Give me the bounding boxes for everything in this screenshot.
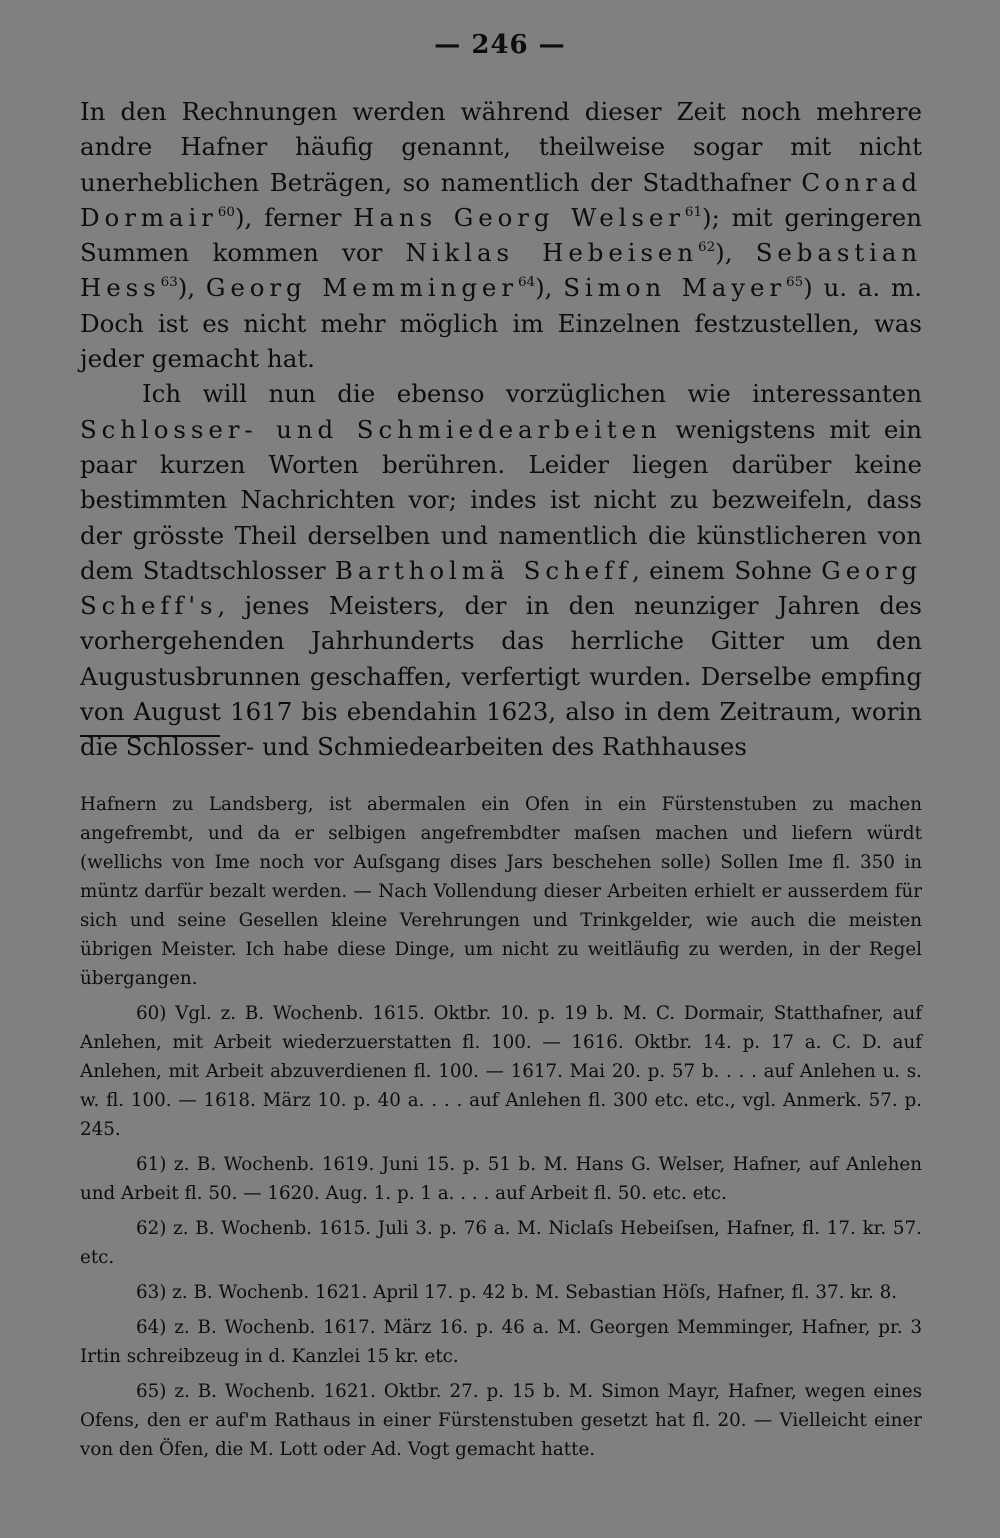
footnote-ref-61: 61 [684,203,703,220]
footnote-continued: Hafnern zu Landsberg, ist abermalen ein Ofen in ein Fürstenstuben zu machen angefrembt, und da er selbigen angefrembdter maſsen machen und liefern würdt (wellichs von Ime noch vor Auſsgang dises Jars beschehen solle) Sollen Ime fl. 350 in müntz darfür bezalt werden. — Nach Vollendung dieser Arbeiten erhielt er ausserdem für sich und seine Gesellen kleine Verehrungen und Trinkgelder, wie auch die meisten übrigen Meister. Ich habe diese Dinge, um nicht zu weitläufig zu werden, in der Regel übergangen. [80,794,922,989]
paragraph-1: In den Rechnungen werden während dieser Zeit noch mehrere andre Hafner häufig genannt, theilweise sogar mit nicht unerheblichen Beträgen, so namentlich der Stadthafner Conrad Dormair$^{60}$), ferner Hans Georg Welser$^{61}$); mit geringeren Summen kommen vor Niklas Hebeisen$^{62}$), Sebastian Hess$^{63}$), Georg Memminger$^{64}$), Simon Mayer$^{65}$) u. a. m. Doch ist es nicht mehr möglich im Einzelnen festzustellen, was jeder gemacht hat. [80,97,923,374]
footnote-ref-60: 60 [217,203,235,220]
name-dormair: Conrad Dormair [80,167,922,232]
name-mayer: Simon Mayer [563,273,786,303]
name-georg-scheff: Georg Scheff's [80,555,923,621]
footnote-60: 60) Vgl. z. B. Wochenb. 1615. Oktbr. 10. p. 19 b. M. C. Dormair, Statthafner, auf Anlehen, mit Arbeit wiederzuerstatten fl. 100. — 1616. Oktbr. 14. p. 17 a. C. D. auf Anlehen, mit Arbeit abzuverdienen fl. 100. — 1617. Mai 20. p. 57 b. . . . auf Anlehen u. s. w. fl. 100. — 1618. März 10. p. 40 a. . . . auf Anlehen fl. 300 etc. etc., vgl. Anmerk. 57. p. 245. [80,1003,922,1140]
name-memminger: Georg Memminger [205,273,518,303]
paragraph-2: Ich will nun die ebenso vorzüglichen wie interessanten Schlosser- und Schmiedearbeiten wenigstens mit ein paar kurzen Worten berühren. Leider liegen darüber keine bestimmten Nachrichten vor; indes ist nicht zu bezweifeln, dass der grösste Theil derselben und namentlich die künstlicheren von dem Stadtschlosser Bartholmä Scheff, einem Sohne Georg Scheff's, jenes Meisters, der in den neunziger Jahren des vorhergehenden Jahrhunderts das herrliche Gitter um den Augustusbrunnen geschaffen, verfertigt wurden. Derselbe empfing von August 1617 bis ebendahin 1623, also in dem Zeitraum, worin die Schlosser- und Schmiedearbeiten des Rathhauses [80,379,923,762]
footnote-divider [80,735,220,737]
footnote-62: 62) z. B. Wochenb. 1615. Juli 3. p. 76 a. M. Niclaſs Hebeiſsen, Hafner, fl. 17. kr. 57. etc. [80,1218,922,1268]
name-bartholmae-scheff: Bartholmä Scheff [334,555,632,585]
footnote-ref-65: 65 [786,274,804,291]
page-number: — 246 — [434,30,566,60]
footnote-64: 64) z. B. Wochenb. 1617. März 16. p. 46 a. M. Georgen Memminger, Hafner, pr. 3 Irtin schreibzeug in d. Kanzlei 15 kr. etc. [80,1317,922,1367]
footnote-63: 63) z. B. Wochenb. 1621. April 17. p. 42 b. M. Sebastian Höſs, Hafner, fl. 37. kr. 8. [136,1282,898,1303]
main-text [80,94,922,765]
term-schlosser-schmiede: Schlosser- und Schmiedearbeiten [80,414,662,444]
name-welser: Hans Georg Welser [353,202,685,232]
footnote-ref-62: 62 [698,239,716,256]
footnote-61: 61) z. B. Wochenb. 1619. Juni 15. p. 51 b. M. Hans G. Welser, Hafner, auf Anlehen und Arbeit fl. 50. — 1620. Aug. 1. p. 1 a. . . . auf Arbeit fl. 50. etc. etc. [80,1154,922,1204]
name-hess: Sebastian Hess [80,238,923,303]
footnotes [80,790,922,1470]
footnote-65: 65) z. B. Wochenb. 1621. Oktbr. 27. p. 15 b. M. Simon Mayr, Hafner, wegen eines Ofens, den er auf'm Rathaus in einer Fürstenstuben gesetzt hat fl. 20. — Vielleicht einer von den Öfen, die M. Lott oder Ad. Vogt gemacht hatte. [80,1381,922,1460]
footnote-ref-63: 63 [160,274,178,291]
footnote-ref-64: 64 [517,274,536,291]
name-hebeisen: Niklas Hebeisen [405,238,699,268]
